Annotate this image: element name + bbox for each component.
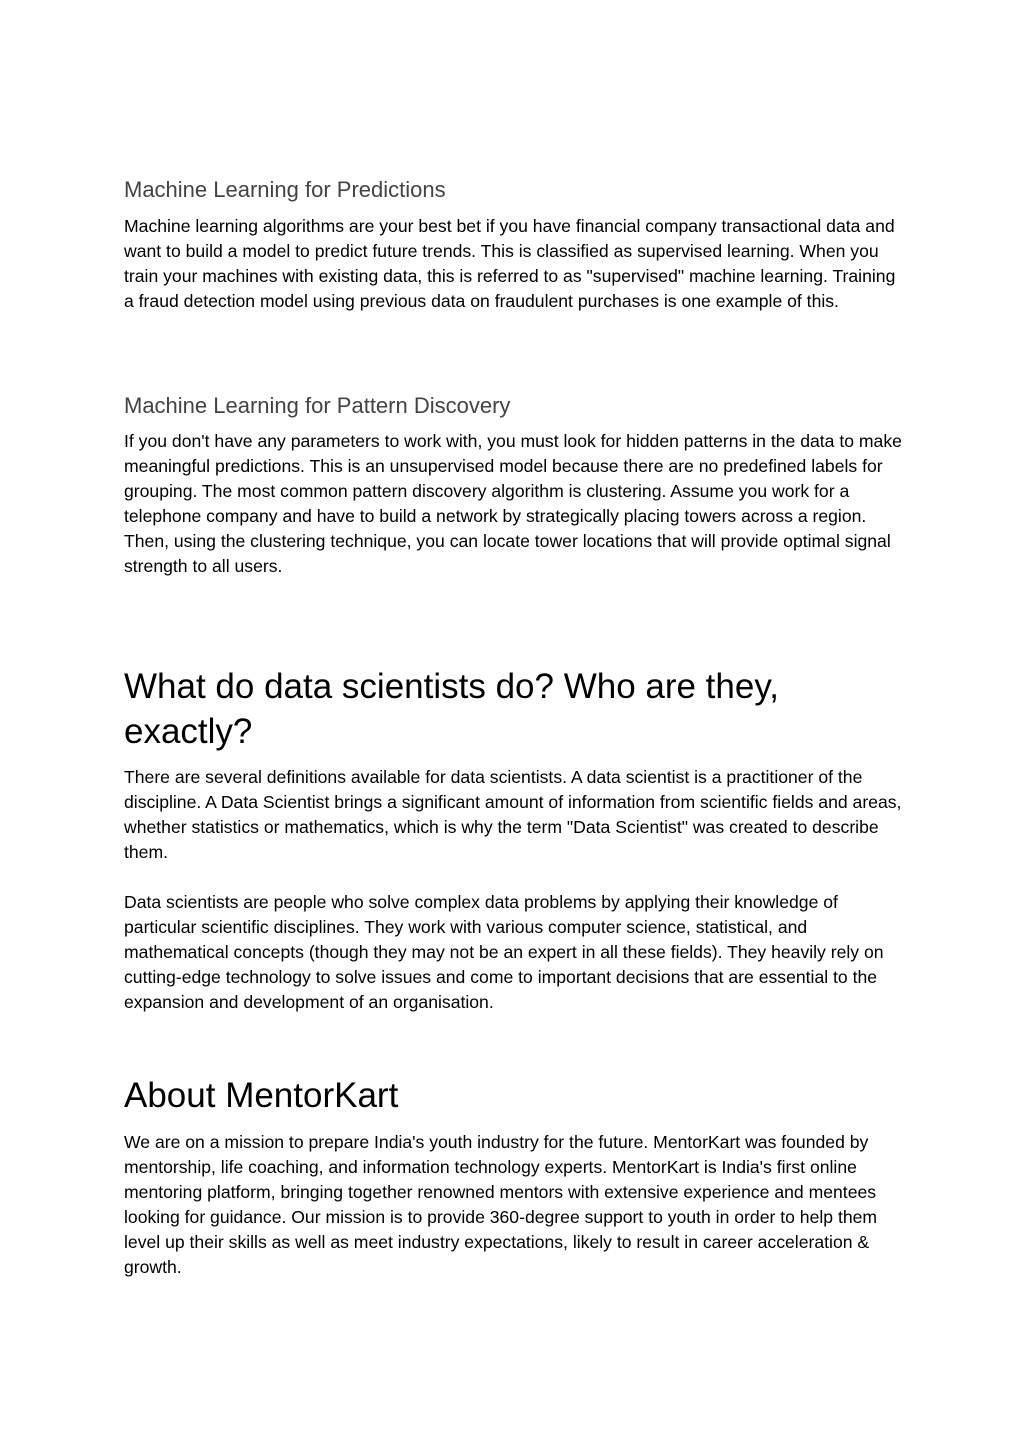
heading-data-scientists: What do data scientists do? Who are they, exactly? [124, 667, 779, 751]
paragraph-about-mentorkart: We are on a mission to prepare India's youth industry for the future. MentorKart was founded by mentorship, life coaching, and information technology experts. MentorKart is India's first online mentoring platform, bringing together renowned mentors with extensive experience and mentees looking for guidance. Our mission is to provide 360-degree support to youth in order to help them level up their skills as well as meet industry expectations, likely to result in career acceleration & growth. [124, 1132, 878, 1277]
paragraph-ml-predictions: Machine learning algorithms are your best bet if you have financial company transactional data and want to build a model to predict future trends. This is classified as supervised learning. When you train your machines with existing data, this is referred to as "supervised" machine learning. Training a fraud detection model using previous data on fraudulent purchases is one example of this. [124, 216, 896, 311]
heading-about-mentorkart: About MentorKart [124, 1076, 399, 1115]
paragraph-data-scientists-2: Data scientists are people who solve complex data problems by applying their knowledge of particular scientific disciplines. They work with various computer science, statistical, and mathematical concepts (though they may not be an expert in all these fields). They heavily rely on cutting-edge technology to solve issues and come to important decisions that are essential to the expansion and development of an organisation. [124, 892, 884, 1012]
paragraph-data-scientists-1: There are several definitions available for data scientists. A data scientist is a practitioner of the discipline. A Data Scientist brings a significant amount of information from scientific fields and areas, whether statistics or mathematics, which is why the term "Data Scientist" was created to describe them. [124, 767, 902, 862]
heading-ml-predictions: Machine Learning for Predictions [124, 177, 446, 202]
paragraph-ml-pattern-discovery: If you don't have any parameters to work with, you must look for hidden patterns in the data to make meaningful predictions. This is an unsupervised model because there are no predefined labels for grouping. The most common pattern discovery algorithm is clustering. Assume you work for a telephone company and have to build a network by strategically placing towers across a region. Then, using the clustering technique, you can locate tower locations that will provide optimal signal strength to all users. [124, 431, 902, 576]
heading-ml-pattern-discovery: Machine Learning for Pattern Discovery [124, 393, 511, 418]
